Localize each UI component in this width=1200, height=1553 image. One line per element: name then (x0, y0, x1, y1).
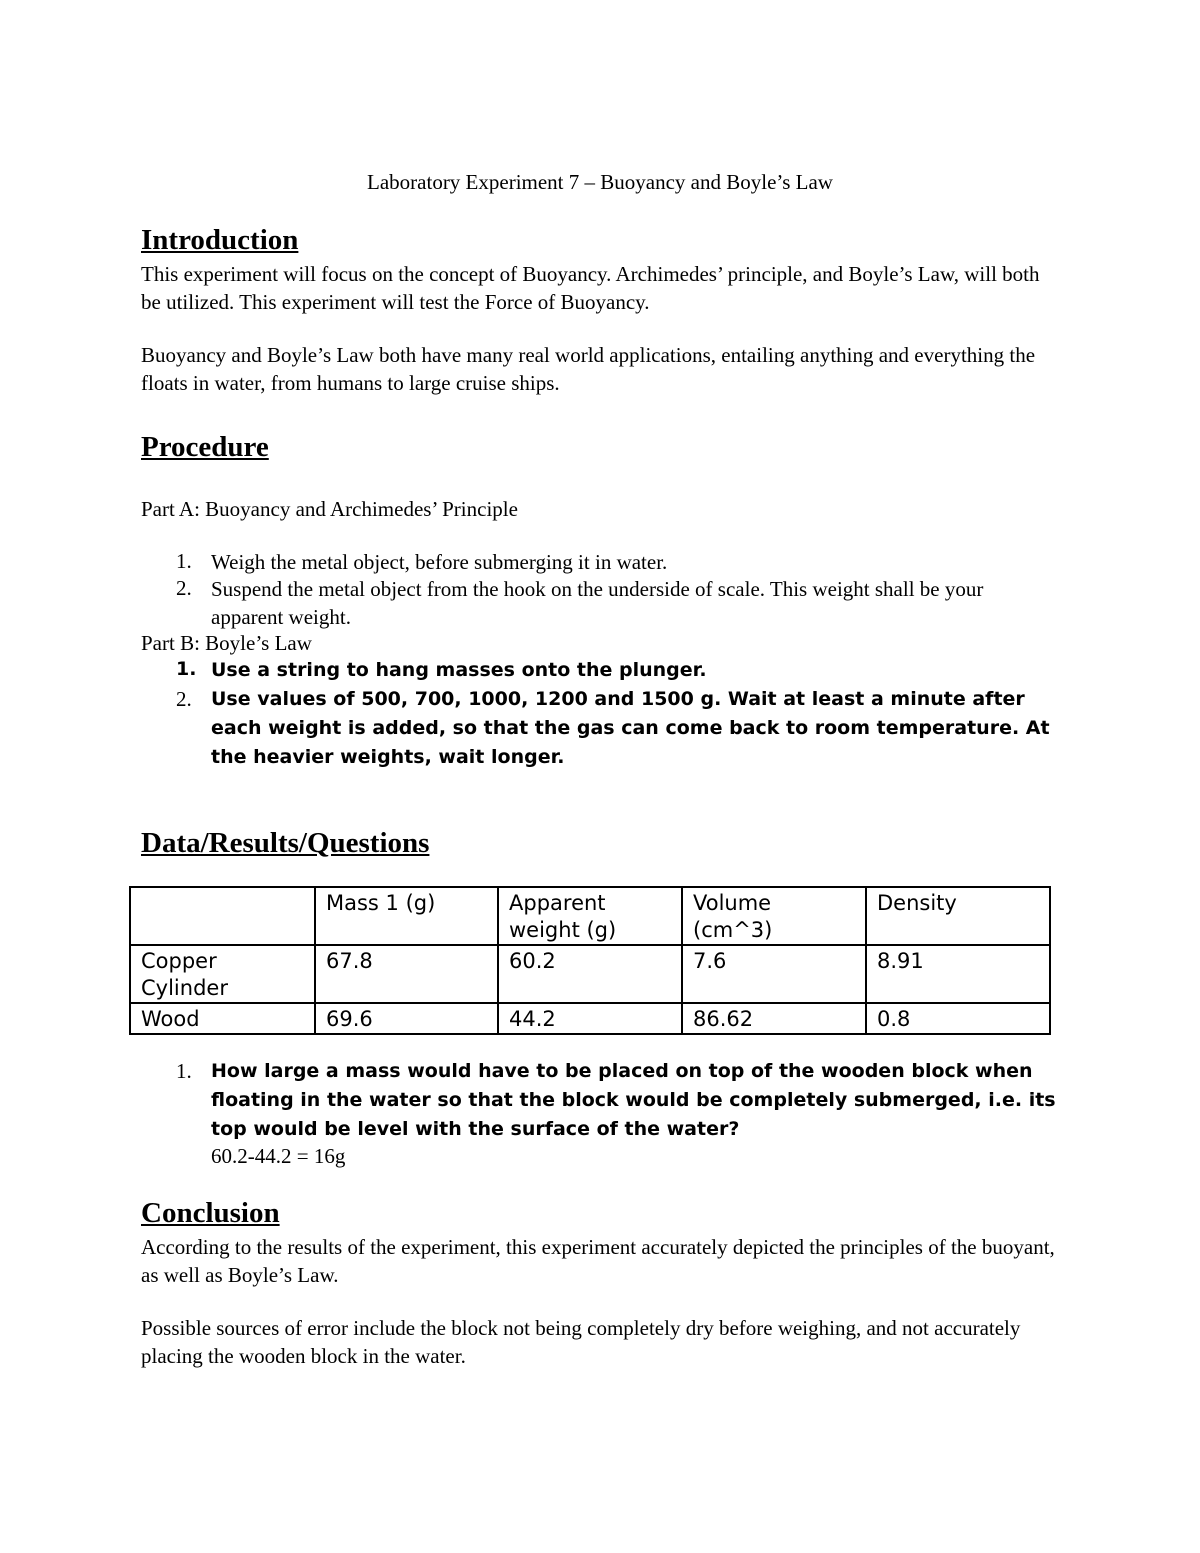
table-cell: 60.2 (498, 945, 682, 1003)
part-a-step-text: Suspend the metal object from the hook on the underside of scale. This weight shall be your apparent weight. (211, 577, 984, 629)
results-table (129, 886, 1051, 1035)
part-b-step-text: Use a string to hang masses onto the plunger. (211, 659, 707, 681)
table-row (130, 945, 1050, 1003)
introduction-heading: Introduction (141, 224, 299, 256)
table-cell: Wood (130, 1003, 315, 1034)
table-cell: 44.2 (498, 1003, 682, 1034)
table-row (130, 1003, 1050, 1034)
part-b-step-number: 2. (176, 687, 192, 711)
conclusion-heading: Conclusion (141, 1197, 280, 1229)
table-header-cell: Volume (cm^3) (682, 887, 866, 945)
part-a-step-number: 2. (176, 576, 192, 600)
table-header-row (130, 887, 1050, 945)
conclusion-paragraph-2: Possible sources of error include the block not being completely dry before weighing, and not accurately placing the wooden block in the water. (141, 1316, 1021, 1368)
part-a-step-number: 1. (176, 549, 192, 573)
question-number: 1. (176, 1059, 192, 1083)
part-a-step-text: Weigh the metal object, before submerging it in water. (211, 550, 668, 574)
introduction-paragraph-1: This experiment will focus on the concept of Buoyancy. Archimedes’ principle, and Boyle’s Law, will both be utilized. This experiment will test the Force of Buoyancy. (141, 262, 1040, 314)
table-cell: 69.6 (315, 1003, 498, 1034)
part-b-step-text: Use values of 500, 700, 1000, 1200 and 1500 g. Wait at least a minute after each weight is added, so that the gas can come back to room temperature. At the heavier weights, wait longer. (211, 688, 1050, 768)
table-cell: Copper Cylinder (130, 945, 315, 1003)
table-header-cell: Mass 1 (g) (315, 887, 498, 945)
part-b-label: Part B: Boyle’s Law (141, 631, 312, 655)
procedure-heading: Procedure (141, 431, 269, 463)
table-header-cell (130, 887, 315, 945)
introduction-paragraph-2: Buoyancy and Boyle’s Law both have many real world applications, entailing anything and everything the floats in water, from humans to large cruise ships. (141, 343, 1036, 395)
question-answer: 60.2-44.2 = 16g (211, 1144, 346, 1168)
table-cell: 0.8 (866, 1003, 1050, 1034)
part-a-label: Part A: Buoyancy and Archimedes’ Principle (141, 497, 518, 521)
part-b-step-number: 1. (176, 658, 197, 680)
question-text: How large a mass would have to be placed on top of the wooden block when floating in the water so that the block would be completely submerged, i.e. its top would be level with the surface of the water? (211, 1060, 1056, 1140)
table-header-cell: Density (866, 887, 1050, 945)
table-cell: 7.6 (682, 945, 866, 1003)
table-cell: 67.8 (315, 945, 498, 1003)
document-title: Laboratory Experiment 7 – Buoyancy and Boyle’s Law (367, 170, 833, 194)
table-cell: 8.91 (866, 945, 1050, 1003)
table-header-cell: Apparent weight (g) (498, 887, 682, 945)
conclusion-paragraph-1: According to the results of the experiment, this experiment accurately depicted the principles of the buoyant, as well as Boyle’s Law. (141, 1235, 1055, 1287)
data-results-heading: Data/Results/Questions (141, 827, 430, 859)
table-cell: 86.62 (682, 1003, 866, 1034)
